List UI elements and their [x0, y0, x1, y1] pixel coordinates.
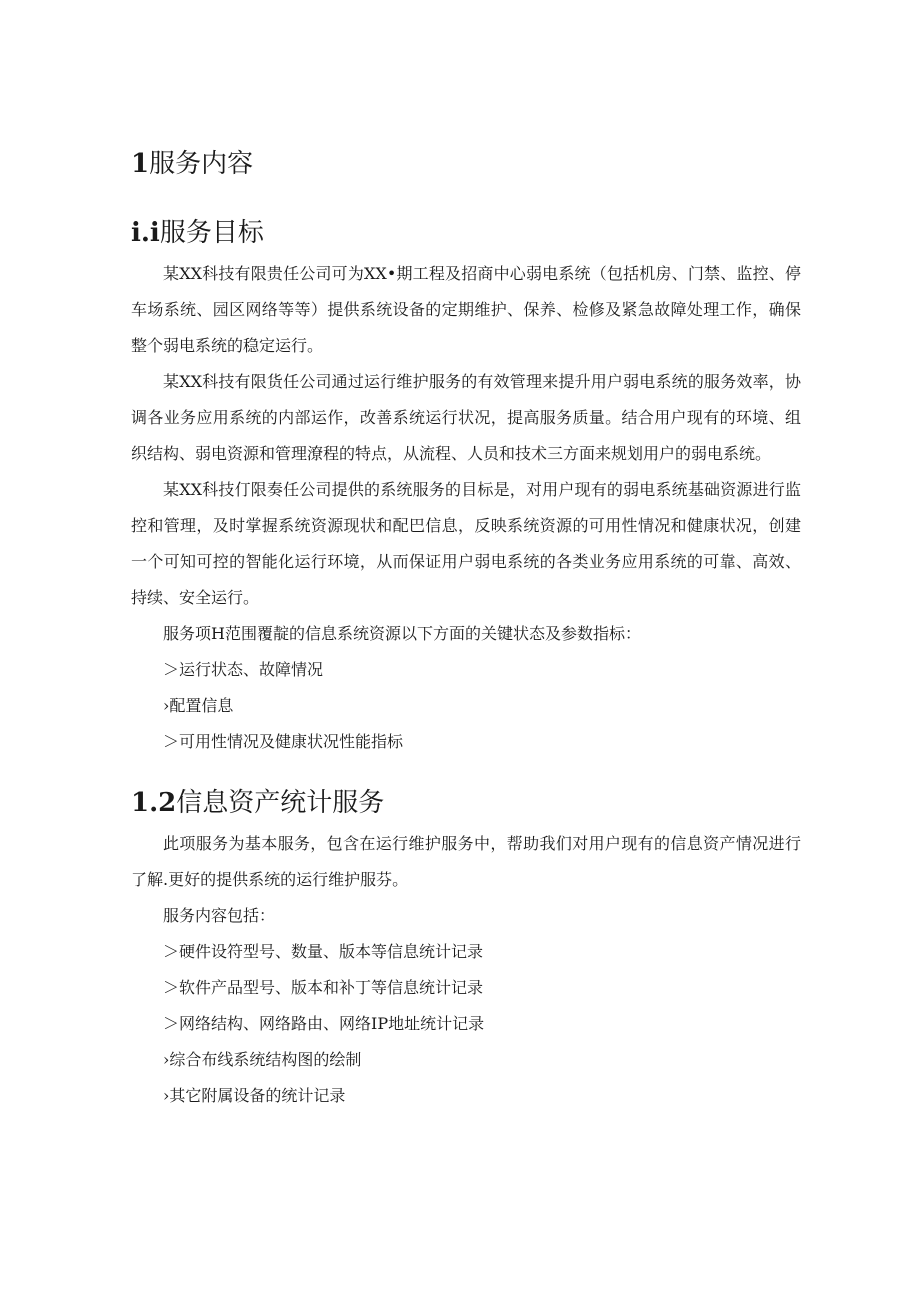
paragraph: 服务项H范围覆靛的信息系统资源以下方面的关键状态及参数指标： [163, 624, 641, 643]
heading-text: 信息资产统计服务 [176, 788, 385, 818]
list-item: ＞运行状态、故障情况 [163, 660, 324, 679]
paragraph: 此项服务为基本服务，包含在运行维护服务中，帮助我们对用户现有的信息资产情况进行了解.更好的提供系统的运行维护服芬。 [131, 834, 801, 889]
paragraph: 某XX科技有限贵任公司可为XX•期工程及招商中心弱电系统（包括机房、门禁、监控、停车场系统、园区网络等等）提供系统设备的定期维护、保养、检修及紧急故障处理工作，确保整个弱电系统的稳定运行。 [131, 264, 801, 355]
list-item: ›综合布线系统结构图的绘制 [163, 1050, 362, 1069]
heading-number: 1.2 [131, 788, 177, 818]
heading-text: 服务目标 [159, 218, 264, 248]
list-item: ›配置信息 [163, 696, 234, 715]
heading-number: i.i [131, 218, 160, 248]
heading-number: 1 [131, 149, 150, 179]
heading-section-1 [131, 140, 801, 188]
list-item: ＞硬件设符型号、数量、版本等信息统计记录 [163, 942, 484, 961]
paragraph: 某XX科技有限货任公司通过运行维护服务的有效管理来提升用户弱电系统的服务效率，协调各业务应用系统的内部运作，改善系统运行状况，提高服务质量。结合用户现有的环境、组织结构、弱电资源和管理潦程的特点，从流程、人员和技术三方面来规划用户的弱电系统。 [131, 372, 801, 463]
list-item: ›其它附属设备的统计记录 [163, 1086, 346, 1105]
paragraph: 服务内容包括： [163, 906, 276, 925]
heading-section-1-2 [131, 780, 801, 826]
list-item: ＞软件产品型号、版本和补丁等信息统计记录 [163, 978, 484, 997]
heading-section-1-1 [131, 210, 801, 256]
document-body [131, 140, 801, 1114]
paragraph: 某XX科技仃限奏任公司提供的系统服务的目标是，对用户现有的弱电系统基础资源进行监控和管理，及时掌握系统资源现状和配巴信息，反映系统资源的可用性情况和健康状况，创建一个可知可控的智能化运行环境，从而保证用户弱电系统的各类业务应用系统的可靠、高效、持续、安全运行。 [131, 480, 801, 607]
heading-text: 服务内容 [149, 149, 254, 179]
list-item: ＞可用性情况及健康状况性能指标 [163, 732, 404, 751]
list-item: ＞网络结构、网络路由、网络IP地址统计记录 [163, 1014, 485, 1033]
